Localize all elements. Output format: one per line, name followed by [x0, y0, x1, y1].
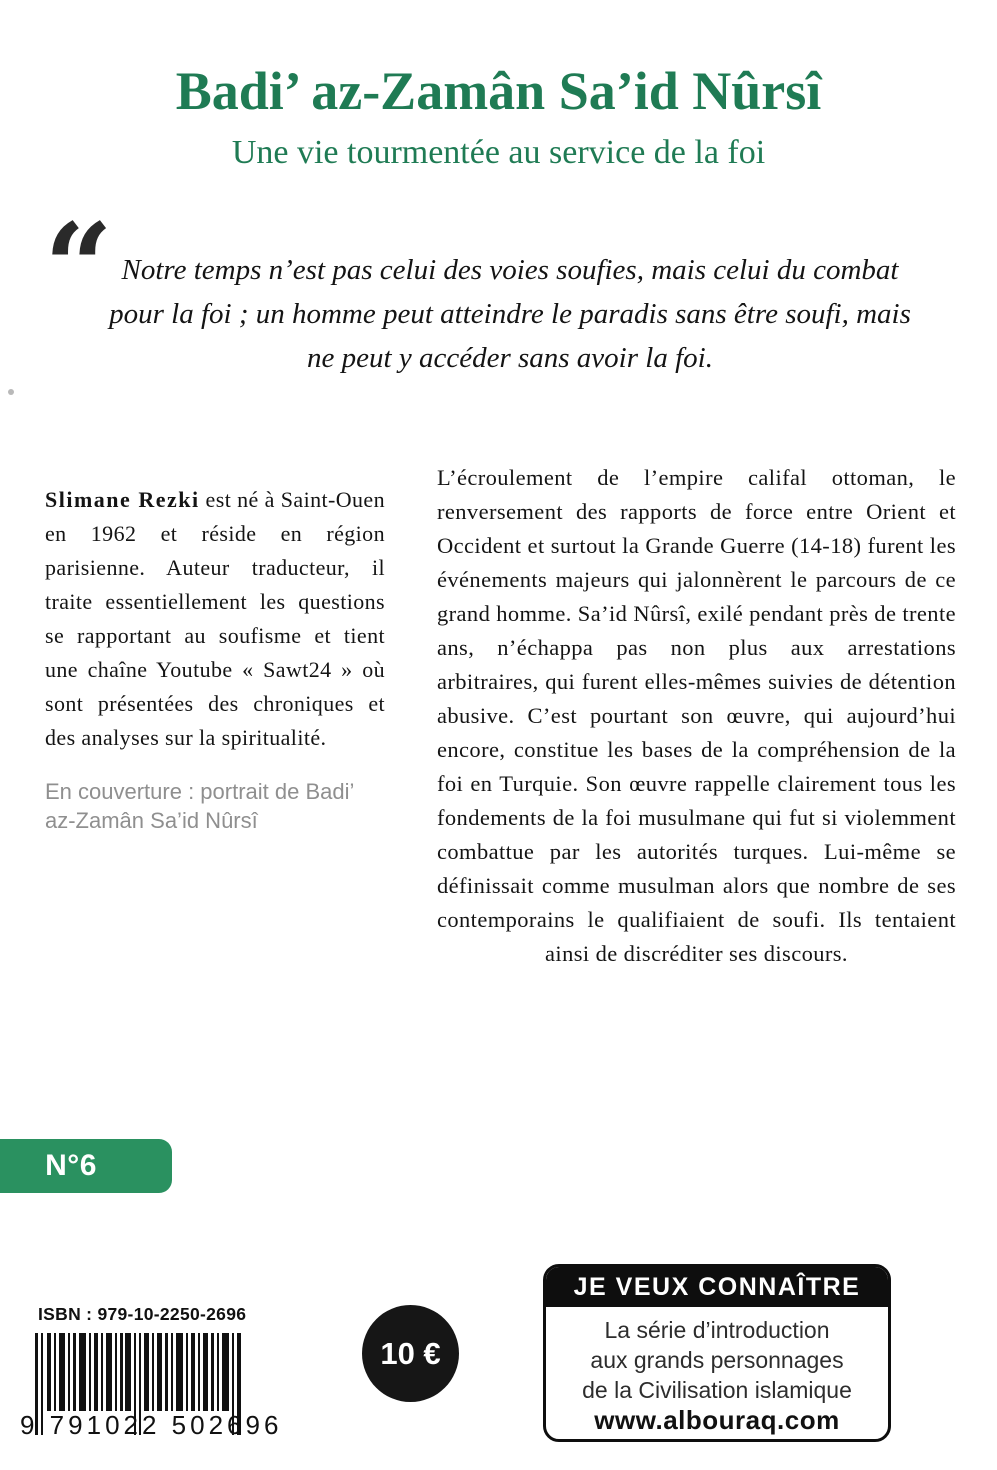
- author-bio-text: est né à Saint-Ouen en 1962 et réside en région parisienne. Auteur traducteur, il traite essentiellement les questions se rapportant au soufisme et tient une chaîne Youtube « Sawt24 » où sont présentées des chroniques et des analyses sur la spiritualité.: [45, 487, 385, 750]
- author-bio-paragraph: [45, 483, 385, 755]
- promo-line: de la Civilisation islamique: [582, 1377, 852, 1403]
- series-number-label: N°6: [45, 1149, 97, 1182]
- promo-header: JE VEUX CONNAÎTRE: [546, 1267, 888, 1307]
- cover-photo-credit: En couverture : portrait de Badi’ az-Zamân Sa’id Nûrsî: [45, 779, 354, 833]
- price-badge: [362, 1305, 459, 1402]
- print-speck: [8, 389, 14, 395]
- quote-icon: “: [44, 197, 114, 338]
- promo-line: La série d’introduction: [604, 1317, 830, 1343]
- price-label: 10 €: [380, 1335, 441, 1371]
- isbn-label: ISBN : 979-10-2250-2696: [38, 1304, 247, 1324]
- promo-body: [546, 1307, 888, 1435]
- book-title: Badi’ az-Zamân Sa’id Nûrsî: [175, 61, 822, 121]
- series-number-badge: [0, 1139, 172, 1193]
- barcode-digits: 9 791022 502696: [20, 1410, 283, 1440]
- book-description: L’écroulement de l’empire califal ottoman, le renversement des rapports de force entre Orient et Occident et surtout la Grande Guerre (14-18) furent les événements majeurs qui jalonnèrent le parcours de ce grand homme. Sa’id Nûrsî, exilé pendant près de trente ans, n’échappa pas non plus aux arrestations arbitraires, qui furent elles-mêmes suivies de détention abusive. C’est pourtant son œuvre, qui aujourd’hui encore, constitue les bases de la compréhension de la foi en Turquie. Son œuvre rappelle clairement tous les fondements de la foi musulmane qui fut si violemment combattue par les autorités turques. Lui-même se définissait comme musulman alors que nombre de ses contemporains le qualifiaient de soufi. Ils tentaient ainsi de discréditer ses discours.: [437, 465, 956, 966]
- book-subtitle: Une vie tourmentée au service de la foi: [231, 134, 766, 171]
- series-promo-box: [543, 1264, 891, 1442]
- author-name: Slimane Rezki: [45, 487, 200, 512]
- promo-line: aux grands personnages: [590, 1347, 844, 1373]
- cover-quote: Notre temps n’est pas celui des voies soufies, mais celui du combat pour la foi ; un homme peut atteindre le paradis sans être soufi, mais ne peut y accéder sans avoir la foi.: [109, 254, 911, 375]
- author-bio-column: [45, 461, 385, 835]
- publisher-url: www.albouraq.com: [594, 1405, 840, 1435]
